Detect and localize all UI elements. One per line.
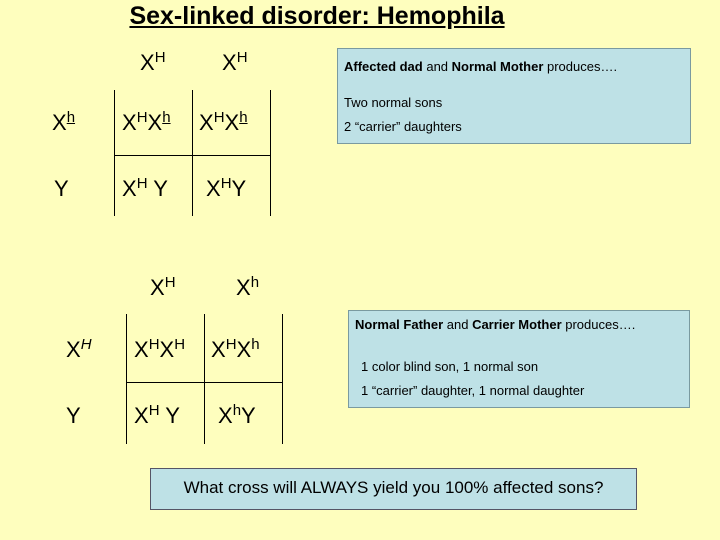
sq2-grid-line (126, 314, 127, 444)
info-box-1-line-1: Two normal sons (344, 95, 443, 110)
sq2-row-header-1: $X^H$ (66, 336, 92, 362)
info-box-1-line-2: 2 “carrier” daughters (344, 119, 462, 134)
page-title: Sex-linked disorder: Hemophila (129, 2, 505, 30)
sq1-cell-4: $X^HY$ (206, 175, 247, 201)
sq2-grid-line (282, 314, 283, 444)
sq1-row-header-2: Y (54, 176, 69, 201)
sq2-grid-line (126, 382, 283, 383)
sq2-cell-4: $X^hY$ (218, 402, 256, 428)
question-box: What cross will ALWAYS yield you 100% affected sons? (150, 468, 637, 510)
info-box-normal-father (348, 310, 690, 408)
sq1-grid-line (192, 90, 193, 216)
sq1-col-header-2: $X^H$ (222, 49, 248, 75)
sq2-cell-2: $X^HX^h$ (211, 336, 260, 362)
sq1-col-header-1: $X^H$ (140, 49, 166, 75)
sq1-grid-line (270, 90, 271, 216)
sq1-cell-1: $X^HX^h$ (122, 109, 171, 135)
sq1-row-header-1: $X^h$ (52, 109, 76, 135)
sq1-grid-line (114, 155, 271, 156)
sq2-col-header-2: $X^h$ (236, 274, 260, 300)
sq1-cell-2: $X^HX^h$ (199, 109, 248, 135)
sq2-cell-1: $X^HX^H$ (134, 336, 186, 362)
info-box-2-heading: Normal Father and Carrier Mother produces…. (355, 317, 636, 332)
info-box-2-line-2: 1 “carrier” daughter, 1 normal daughter (361, 383, 585, 398)
info-box-affected-dad (337, 48, 691, 144)
info-box-1-heading: Affected dad and Normal Mother produces…. (344, 59, 618, 74)
sq1-cell-3: $X^H$ Y (122, 175, 168, 201)
sq2-grid-line (204, 314, 205, 444)
sq2-col-header-1: $X^H$ (150, 274, 176, 300)
sq1-grid-line (114, 90, 115, 216)
sq2-row-header-2: Y (66, 403, 81, 428)
info-box-2-line-1: 1 color blind son, 1 normal son (361, 359, 539, 374)
sq2-cell-3: $X^H$ Y (134, 402, 180, 428)
